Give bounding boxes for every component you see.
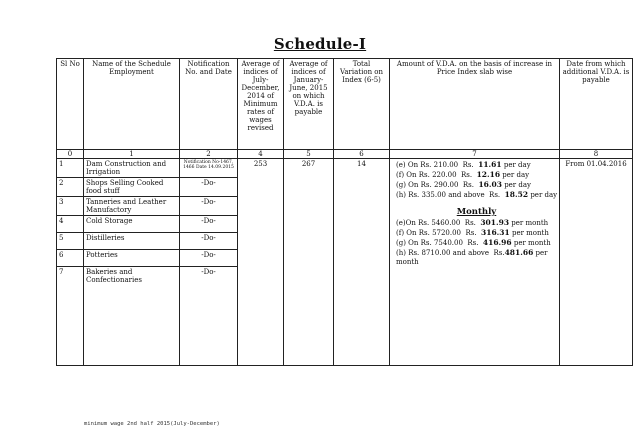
row-sl: 3 bbox=[57, 197, 84, 216]
row-sl: 5 bbox=[57, 233, 84, 250]
monthly-slab-item: (e)On Rs. 5460.00 Rs. 301.93 per month bbox=[396, 218, 549, 227]
header-notification: Notification No. and Date bbox=[180, 59, 238, 150]
col-number: 1 bbox=[84, 150, 180, 159]
header-date-from: Date from which additional V.D.A. is payable bbox=[560, 59, 633, 150]
header-vda-amount: Amount of V.D.A. on the basis of increase in Price Index slab wise bbox=[390, 59, 560, 150]
row-notification: -Do- bbox=[180, 250, 238, 267]
row-sl: 7 bbox=[57, 267, 84, 366]
row-notification: Notification No-1467, 1466 Date 14.09.2015 bbox=[180, 159, 238, 178]
row-employment: Dam Construction and Irrigation bbox=[84, 159, 180, 178]
vda-slab-cell bbox=[390, 159, 560, 366]
row-sl: 2 bbox=[57, 178, 84, 197]
header-avg-2014: Average of indices of July-December, 2014 of Minimum rates of wages revised bbox=[238, 59, 284, 150]
document-title: Schedule-I bbox=[273, 35, 367, 53]
column-number-row bbox=[57, 150, 633, 159]
row-notification: -Do- bbox=[180, 178, 238, 197]
row-employment: Cold Storage bbox=[84, 216, 180, 233]
monthly-heading: Monthly bbox=[456, 207, 497, 217]
row-employment: Potteries bbox=[84, 250, 180, 267]
row-employment: Tanneries and Leather Manufactory bbox=[84, 197, 180, 216]
daily-slab-item: (f) On Rs. 220.00 Rs. 12.16 per day bbox=[396, 170, 530, 179]
row-notification: -Do- bbox=[180, 233, 238, 250]
header-sl-no: Sl No bbox=[57, 59, 84, 150]
header-variation: Total Variation on Index (6-5) bbox=[334, 59, 390, 150]
col-number: 6 bbox=[334, 150, 390, 159]
daily-slab-item: (g) On Rs. 290.00 Rs. 16.03 per day bbox=[396, 180, 531, 189]
col-number: 0 bbox=[57, 150, 84, 159]
schedule-table bbox=[56, 58, 633, 366]
avg-2014-value: 253 bbox=[238, 159, 284, 366]
table-row bbox=[57, 159, 633, 178]
monthly-slab-item: (h) Rs. 8710.00 and above Rs.481.66 per month bbox=[396, 248, 548, 266]
header-employment: Name of the Schedule Employment bbox=[84, 59, 180, 150]
daily-slab-item: (h) Rs. 335.00 and above Rs. 18.52 per day bbox=[396, 190, 558, 199]
monthly-slab-item: (f) On Rs. 5720.00 Rs. 316.31 per month bbox=[396, 228, 549, 237]
col-number: 2 bbox=[180, 150, 238, 159]
row-sl: 1 bbox=[57, 159, 84, 178]
col-number: 4 bbox=[238, 150, 284, 159]
col-number: 8 bbox=[560, 150, 633, 159]
row-notification: -Do- bbox=[180, 197, 238, 216]
monthly-slab-item: (g) On Rs. 7540.00 Rs. 416.96 per month bbox=[396, 238, 551, 247]
row-sl: 4 bbox=[57, 216, 84, 233]
row-notification: -Do- bbox=[180, 267, 238, 366]
date-from-value: From 01.04.2016 bbox=[560, 159, 633, 366]
header-avg-2015: Average of indices of January-June, 2015 on which V.D.A. is payable bbox=[284, 59, 334, 150]
page-footer: minimum wage 2nd half 2015(July-December) bbox=[84, 421, 220, 427]
row-sl: 6 bbox=[57, 250, 84, 267]
row-notification: -Do- bbox=[180, 216, 238, 233]
col-number: 5 bbox=[284, 150, 334, 159]
variation-value: 14 bbox=[334, 159, 390, 366]
row-employment: Distilleries bbox=[84, 233, 180, 250]
row-employment: Bakeries and Confectionaries bbox=[84, 267, 180, 366]
daily-slab-list bbox=[396, 160, 557, 200]
daily-slab-item: (e) On Rs. 210.00 Rs. 11.61 per day bbox=[396, 160, 531, 169]
row-employment: Shops Selling Cooked food stuff bbox=[84, 178, 180, 197]
table-header-row bbox=[57, 59, 633, 150]
col-number: 7 bbox=[390, 150, 560, 159]
avg-2015-value: 267 bbox=[284, 159, 334, 366]
monthly-slab-list bbox=[396, 218, 557, 267]
